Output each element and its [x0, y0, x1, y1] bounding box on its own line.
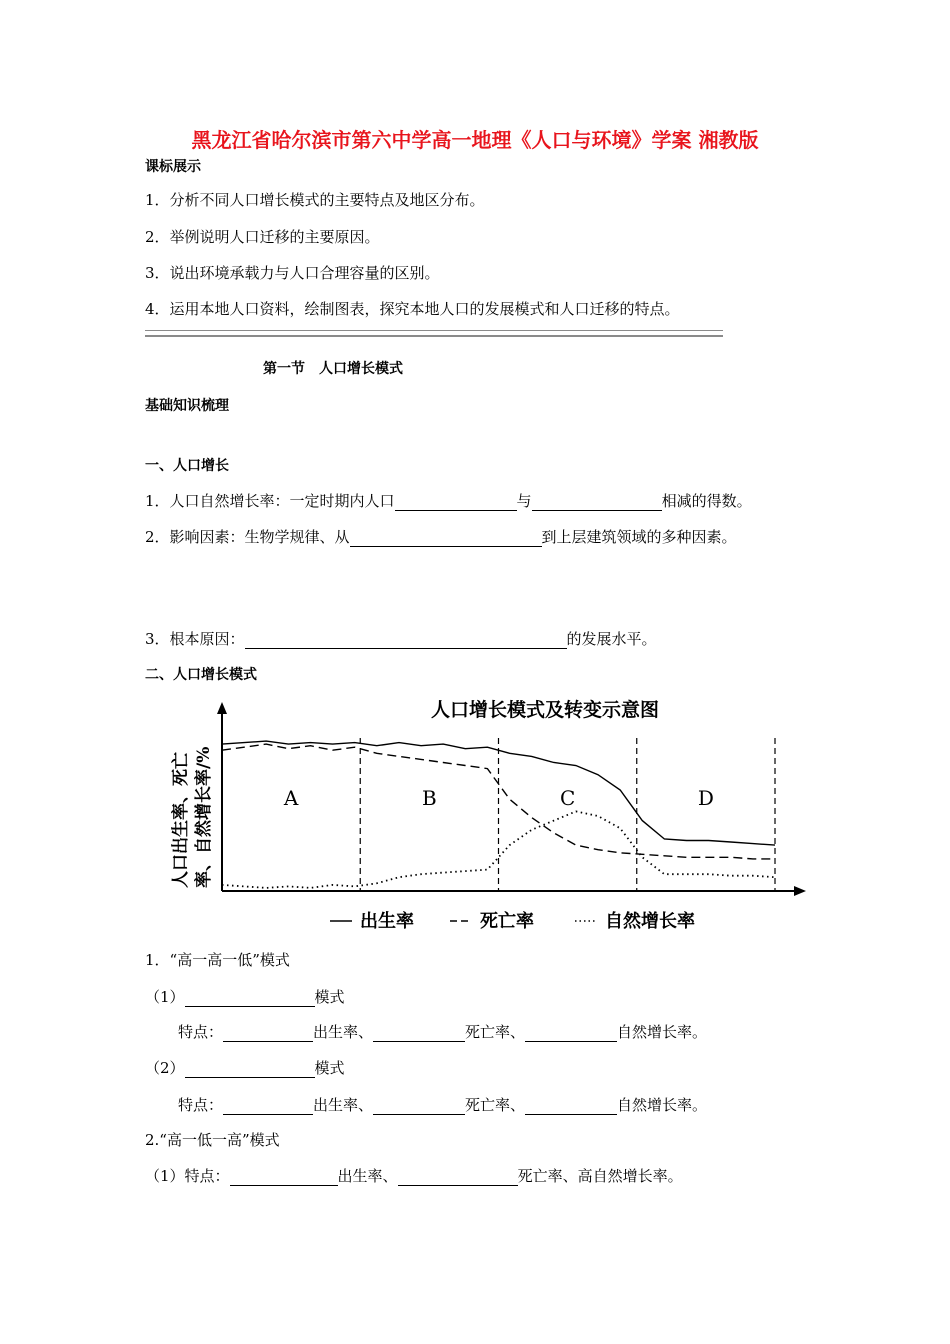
- item-number: （2）: [145, 1059, 185, 1077]
- question-text: 自然增长率。: [617, 1096, 708, 1114]
- question-text: （1）特点：: [145, 1167, 230, 1185]
- standards-heading: 课标展示: [145, 159, 201, 175]
- chart-legend: [330, 910, 695, 932]
- answer-blank[interactable]: [398, 1170, 518, 1186]
- answer-blank[interactable]: [395, 495, 517, 511]
- answer-blank[interactable]: [223, 1026, 313, 1042]
- pattern-2-heading: 2.“高一低一高”模式: [145, 1131, 280, 1149]
- question-text: 特点：: [178, 1096, 224, 1114]
- legend-label: 死亡率: [480, 911, 534, 932]
- chart-title: 人口增长模式及转变示意图: [430, 699, 660, 721]
- stage-label: A: [283, 786, 299, 810]
- pattern-1-1-features: [178, 1021, 707, 1042]
- population-chart: [160, 690, 820, 940]
- answer-blank[interactable]: [525, 1099, 617, 1115]
- standard-item: 1．分析不同人口增长模式的主要特点及地区分布。: [145, 191, 485, 209]
- stage-label: C: [559, 786, 576, 810]
- y-axis-label: 人口出生率、死亡: [171, 752, 191, 888]
- answer-blank[interactable]: [245, 633, 567, 649]
- question-text: 与: [516, 492, 532, 510]
- question-text: 到上层建筑领域的多种因素。: [541, 528, 737, 546]
- question-text: 模式: [314, 988, 345, 1006]
- question-text: 的发展水平。: [566, 630, 657, 648]
- standard-item: 2．举例说明人口迁移的主要原因。: [145, 228, 380, 246]
- pattern-1-2-features: [178, 1094, 707, 1115]
- answer-blank[interactable]: [350, 531, 542, 547]
- answer-blank[interactable]: [185, 991, 315, 1007]
- pattern-1-heading: 1．“高一高一低”模式: [145, 951, 290, 969]
- y-axis-arrow: [217, 702, 227, 714]
- document-title: 黑龙江省哈尔滨市第六中学高一地理《人口与环境》学案 湘教版: [191, 128, 759, 152]
- stage-label: D: [697, 786, 714, 810]
- pattern-1-2-line: [145, 1057, 345, 1078]
- answer-blank[interactable]: [230, 1170, 338, 1186]
- section-divider: [145, 330, 723, 337]
- question-text: 1．人口自然增长率：一定时期内人口: [145, 492, 395, 510]
- plot-area: [217, 702, 806, 896]
- question-1-line: [145, 490, 752, 511]
- legend-label: 出生率: [360, 911, 414, 932]
- question-text: 相减的得数。: [661, 492, 752, 510]
- answer-blank[interactable]: [532, 495, 662, 511]
- question-text: 死亡率、: [465, 1096, 526, 1114]
- pattern-2-1-line: [145, 1165, 683, 1186]
- question-3-line: [145, 628, 657, 649]
- answer-blank[interactable]: [525, 1026, 617, 1042]
- question-text: 出生率、: [337, 1167, 398, 1185]
- question-text: 模式: [314, 1059, 345, 1077]
- part1-heading: 一、人口增长: [145, 458, 229, 474]
- question-text: 2．影响因素：生物学规律、从: [145, 528, 350, 546]
- question-text: 出生率、: [313, 1023, 374, 1041]
- basics-heading: 基础知识梳理: [145, 398, 229, 414]
- section-title: 第一节 人口增长模式: [263, 361, 403, 377]
- question-text: 出生率、: [313, 1096, 374, 1114]
- question-text: 死亡率、: [465, 1023, 526, 1041]
- answer-blank[interactable]: [223, 1099, 313, 1115]
- standard-item: 3．说出环境承载力与人口合理容量的区别。: [145, 264, 440, 282]
- question-text: 死亡率、高自然增长率。: [517, 1167, 683, 1185]
- answer-blank[interactable]: [373, 1099, 465, 1115]
- question-2-line: [145, 526, 737, 547]
- item-number: （1）: [145, 988, 185, 1006]
- part2-heading: 二、人口增长模式: [145, 667, 257, 683]
- question-text: 自然增长率。: [617, 1023, 708, 1041]
- x-axis-arrow: [794, 886, 806, 896]
- y-axis-label: 率、自然增长率/%: [194, 746, 214, 888]
- pattern-1-1-line: [145, 986, 345, 1007]
- standard-item: 4．运用本地人口资料，绘制图表，探究本地人口的发展模式和人口迁移的特点。: [145, 300, 680, 318]
- legend-label: 自然增长率: [605, 911, 695, 932]
- answer-blank[interactable]: [185, 1062, 315, 1078]
- question-text: 3．根本原因：: [145, 630, 245, 648]
- answer-blank[interactable]: [373, 1026, 465, 1042]
- question-text: 特点：: [178, 1023, 224, 1041]
- stage-label: B: [422, 786, 437, 810]
